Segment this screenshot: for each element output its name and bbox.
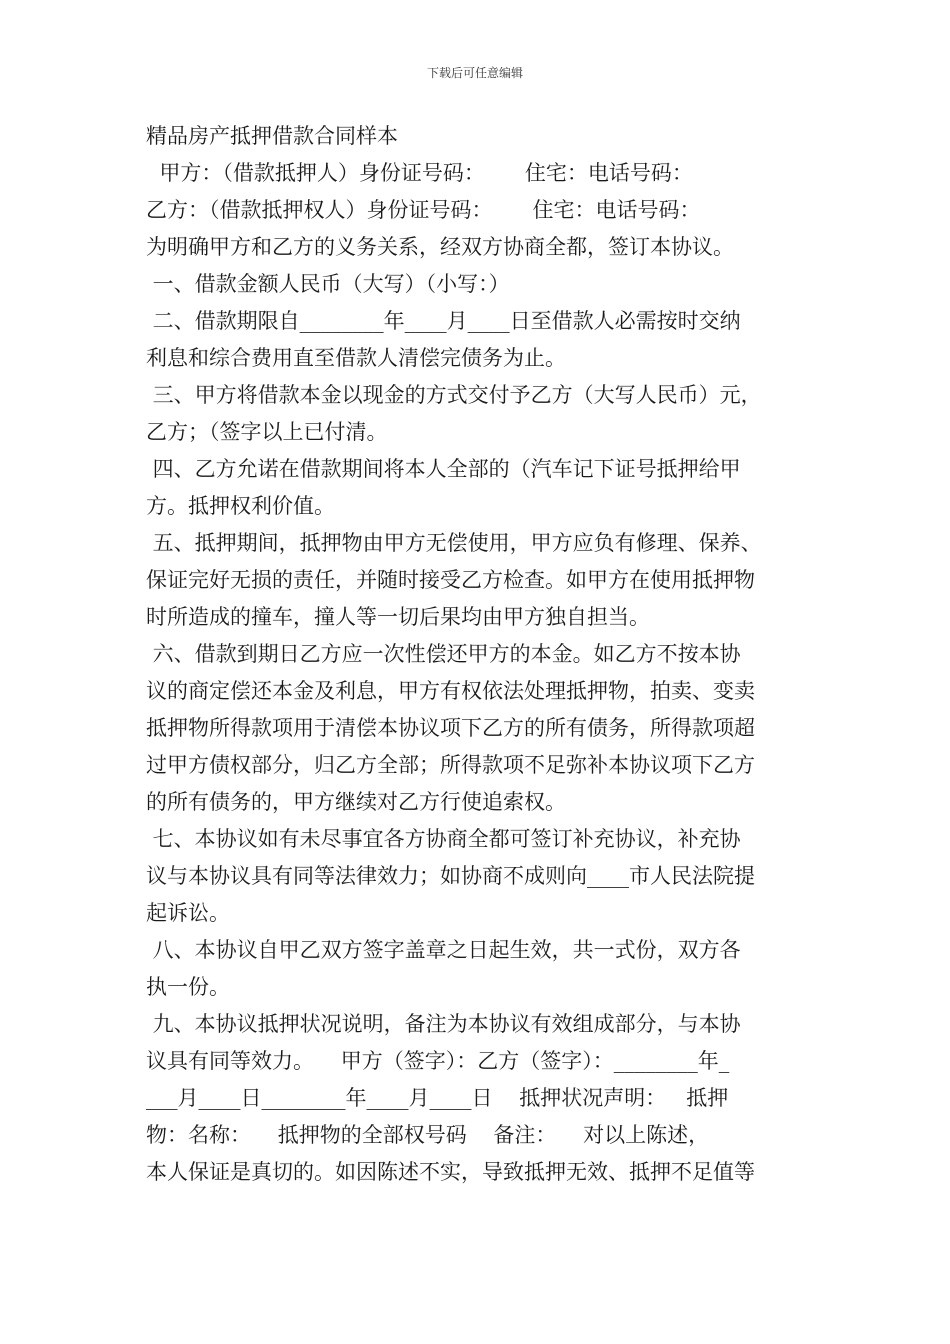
text-line: 议具有同等效力。 甲方（签字）：乙方（签字）：________年_ — [146, 1049, 730, 1073]
text-line: 执一份。 — [146, 975, 230, 999]
contract-body — [146, 118, 811, 1191]
text-line: 抵押物所得款项用于清偿本协议项下乙方的所有债务，所得款项超 — [146, 716, 755, 740]
text-line: 为明确甲方和乙方的义务关系，经双方协商全都，签订本协议。 — [146, 235, 734, 259]
text-line: 保证完好无损的责任，并随时接受乙方检查。如甲方在使用抵押物 — [146, 568, 755, 592]
text-line: 四、乙方允诺在借款期间将本人全部的（汽车记下证号抵押给甲 — [146, 457, 741, 481]
text-line: 本人保证是真切的。如因陈述不实，导致抵押无效、抵押不足值等 — [146, 1160, 755, 1184]
text-line: 议的商定偿还本金及利息，甲方有权依法处理抵押物，拍卖、变卖 — [146, 679, 755, 703]
text-line: 过甲方债权部分，归乙方全部；所得款项不足弥补本协议项下乙方 — [146, 753, 755, 777]
text-line: 五、抵押期间，抵押物由甲方无偿使用，甲方应负有修理、保养、 — [146, 531, 762, 555]
document-title: 精品房产抵押借款合同样本 — [146, 124, 398, 148]
text-line: 时所造成的撞车，撞人等一切后果均由甲方独自担当。 — [146, 605, 650, 629]
text-line: 乙方：（借款抵押权人）身份证号码： 住宅：电话号码： — [146, 198, 701, 222]
text-line: 二、借款期限自________年____月____日至借款人必需按时交纳 — [146, 309, 741, 333]
text-line: 方。抵押权利价值。 — [146, 494, 335, 518]
text-line: 议与本协议具有同等法律效力；如协商不成则向____市人民法院提 — [146, 864, 755, 888]
contract-text — [146, 155, 811, 1191]
text-line: 物：名称： 抵押物的全部权号码 备注： 对以上陈述， — [146, 1123, 710, 1147]
text-line: 六、借款到期日乙方应一次性偿还甲方的本金。如乙方不按本协 — [146, 642, 741, 666]
text-line: 九、本协议抵押状况说明，备注为本协议有效组成部分，与本协 — [146, 1012, 741, 1036]
text-line: 乙方；（签字以上已付清。 — [146, 420, 388, 444]
text-line: ___月____日________年____月____日 抵押状况声明： 抵押 — [146, 1086, 729, 1110]
text-line: 甲方：（借款抵押人）身份证号码： 住宅：电话号码： — [146, 161, 693, 185]
text-line: 三、甲方将借款本金以现金的方式交付予乙方（大写人民币）元， — [146, 383, 762, 407]
text-line: 利息和综合费用直至借款人清偿完债务为止。 — [146, 346, 566, 370]
text-line: 七、本协议如有未尽事宜各方协商全都可签订补充协议，补充协 — [146, 827, 741, 851]
text-line: 的所有债务的，甲方继续对乙方行使追索权。 — [146, 790, 566, 814]
text-line: 八、本协议自甲乙双方签字盖章之日起生效，共一式份，双方各 — [146, 938, 741, 962]
text-line: 起诉讼。 — [146, 901, 230, 925]
text-line: 一、借款金额人民币（大写）（小写：） — [146, 272, 510, 296]
page-header: 下载后可任意编辑 — [426, 66, 523, 80]
